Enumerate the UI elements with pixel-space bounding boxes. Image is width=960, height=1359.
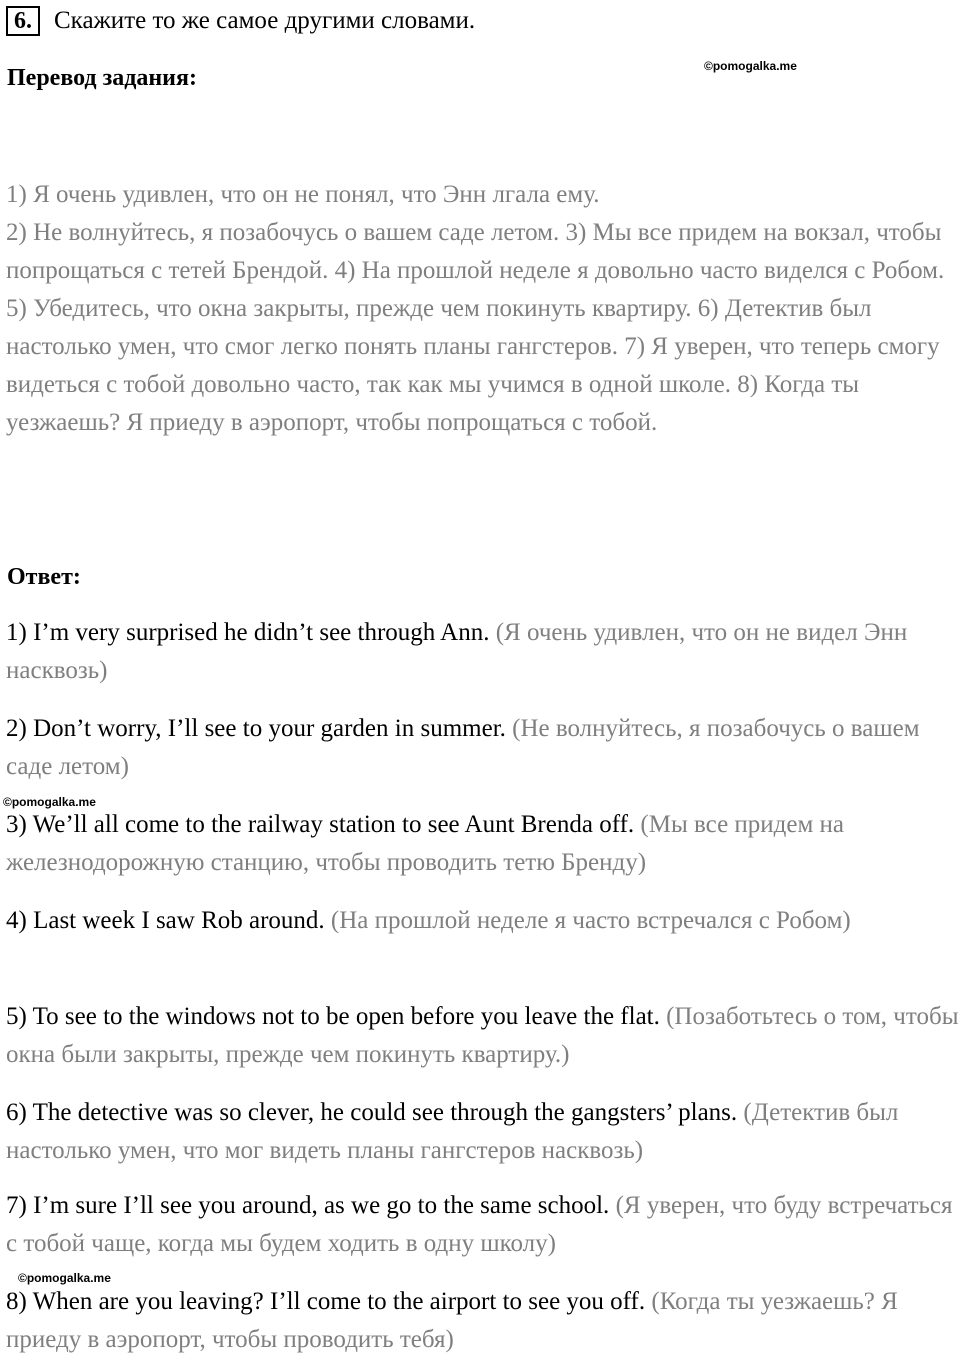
answer-russian: (Когда ты уезжаешь? Я приеду в аэропорт, чтобы проводить тебя)	[6, 1288, 898, 1353]
translation-line-1: 1) Я очень удивлен, что он не понял, что Энн лгала ему.	[6, 181, 600, 208]
answer-item-3	[6, 806, 960, 882]
answer-russian: (Позаботьтесь о том, чтобы окна были закрыты, прежде чем покинуть квартиру.)	[6, 1003, 959, 1068]
answer-item-2	[6, 710, 960, 786]
watermark: ©pomogalka.me	[18, 1271, 111, 1285]
answer-russian: (Мы все придем на железнодорожную станцию, чтобы проводить тетю Бренду)	[6, 811, 845, 876]
answer-item-5	[6, 998, 960, 1074]
answer-english: 7) I’m sure I’ll see you around, as we go to the same school.	[6, 1192, 610, 1219]
answer-english: 6) The detective was so clever, he could see through the gangsters’ plans.	[6, 1099, 738, 1126]
translation-paragraph: 2) Не волнуйтесь, я позабочусь о вашем саде летом. 3) Мы все придем на вокзал, чтобы попрощаться с тетей Брендой. 4) На прошлой неделе я довольно часто виделся с Робом. 5) Убедитесь, что окна закрыты, прежде чем покинуть квартиру. 6) Детектив был настолько умен, что смог легко понять планы гангстеров. 7) Я уверен, что теперь смогу видеться с тобой довольно часто, так как мы учимся в одной школе. 8) Когда ты уезжаешь? Я приеду в аэропорт, чтобы попрощаться с тобой.	[6, 219, 945, 436]
answer-item-7	[6, 1187, 960, 1263]
answer-item-1	[6, 614, 960, 690]
answer-english: 8) When are you leaving? I’ll come to the airport to see you off.	[6, 1288, 646, 1315]
answer-title: Ответ:	[7, 564, 81, 590]
answer-item-6	[6, 1094, 960, 1170]
answer-english: 4) Last week I saw Rob around.	[6, 907, 325, 934]
task-instruction: Скажите то же самое другими словами.	[54, 7, 476, 34]
answer-english: 1) I’m very surprised he didn’t see through Ann.	[6, 619, 490, 646]
answer-russian: (На прошлой неделе я часто встречался с Робом)	[330, 907, 851, 934]
translation-text	[6, 176, 960, 442]
watermark: ©pomogalka.me	[3, 795, 96, 809]
answer-russian: (Детектив был настолько умен, что мог видеть планы гангстеров насквозь)	[6, 1099, 899, 1164]
answer-english: 5) To see to the windows not to be open before you leave the flat.	[6, 1003, 660, 1030]
answer-russian: (Я уверен, что буду встречаться с тобой чаще, когда мы будем ходить в одну школу)	[6, 1192, 953, 1257]
watermark: ©pomogalka.me	[704, 59, 797, 73]
answer-english: 2) Don’t worry, I’ll see to your garden in summer.	[6, 715, 506, 742]
answer-russian: (Не волнуйтесь, я позабочусь о вашем саде летом)	[6, 715, 920, 780]
answer-item-8	[6, 1283, 960, 1359]
task-number: 6.	[6, 6, 40, 36]
answer-english: 3) We’ll all come to the railway station to see Aunt Brenda off.	[6, 811, 635, 838]
translation-title: Перевод задания:	[7, 65, 197, 91]
answer-russian: (Я очень удивлен, что он не видел Энн насквозь)	[6, 619, 908, 684]
task-header	[6, 5, 475, 37]
answer-item-4	[6, 902, 960, 940]
